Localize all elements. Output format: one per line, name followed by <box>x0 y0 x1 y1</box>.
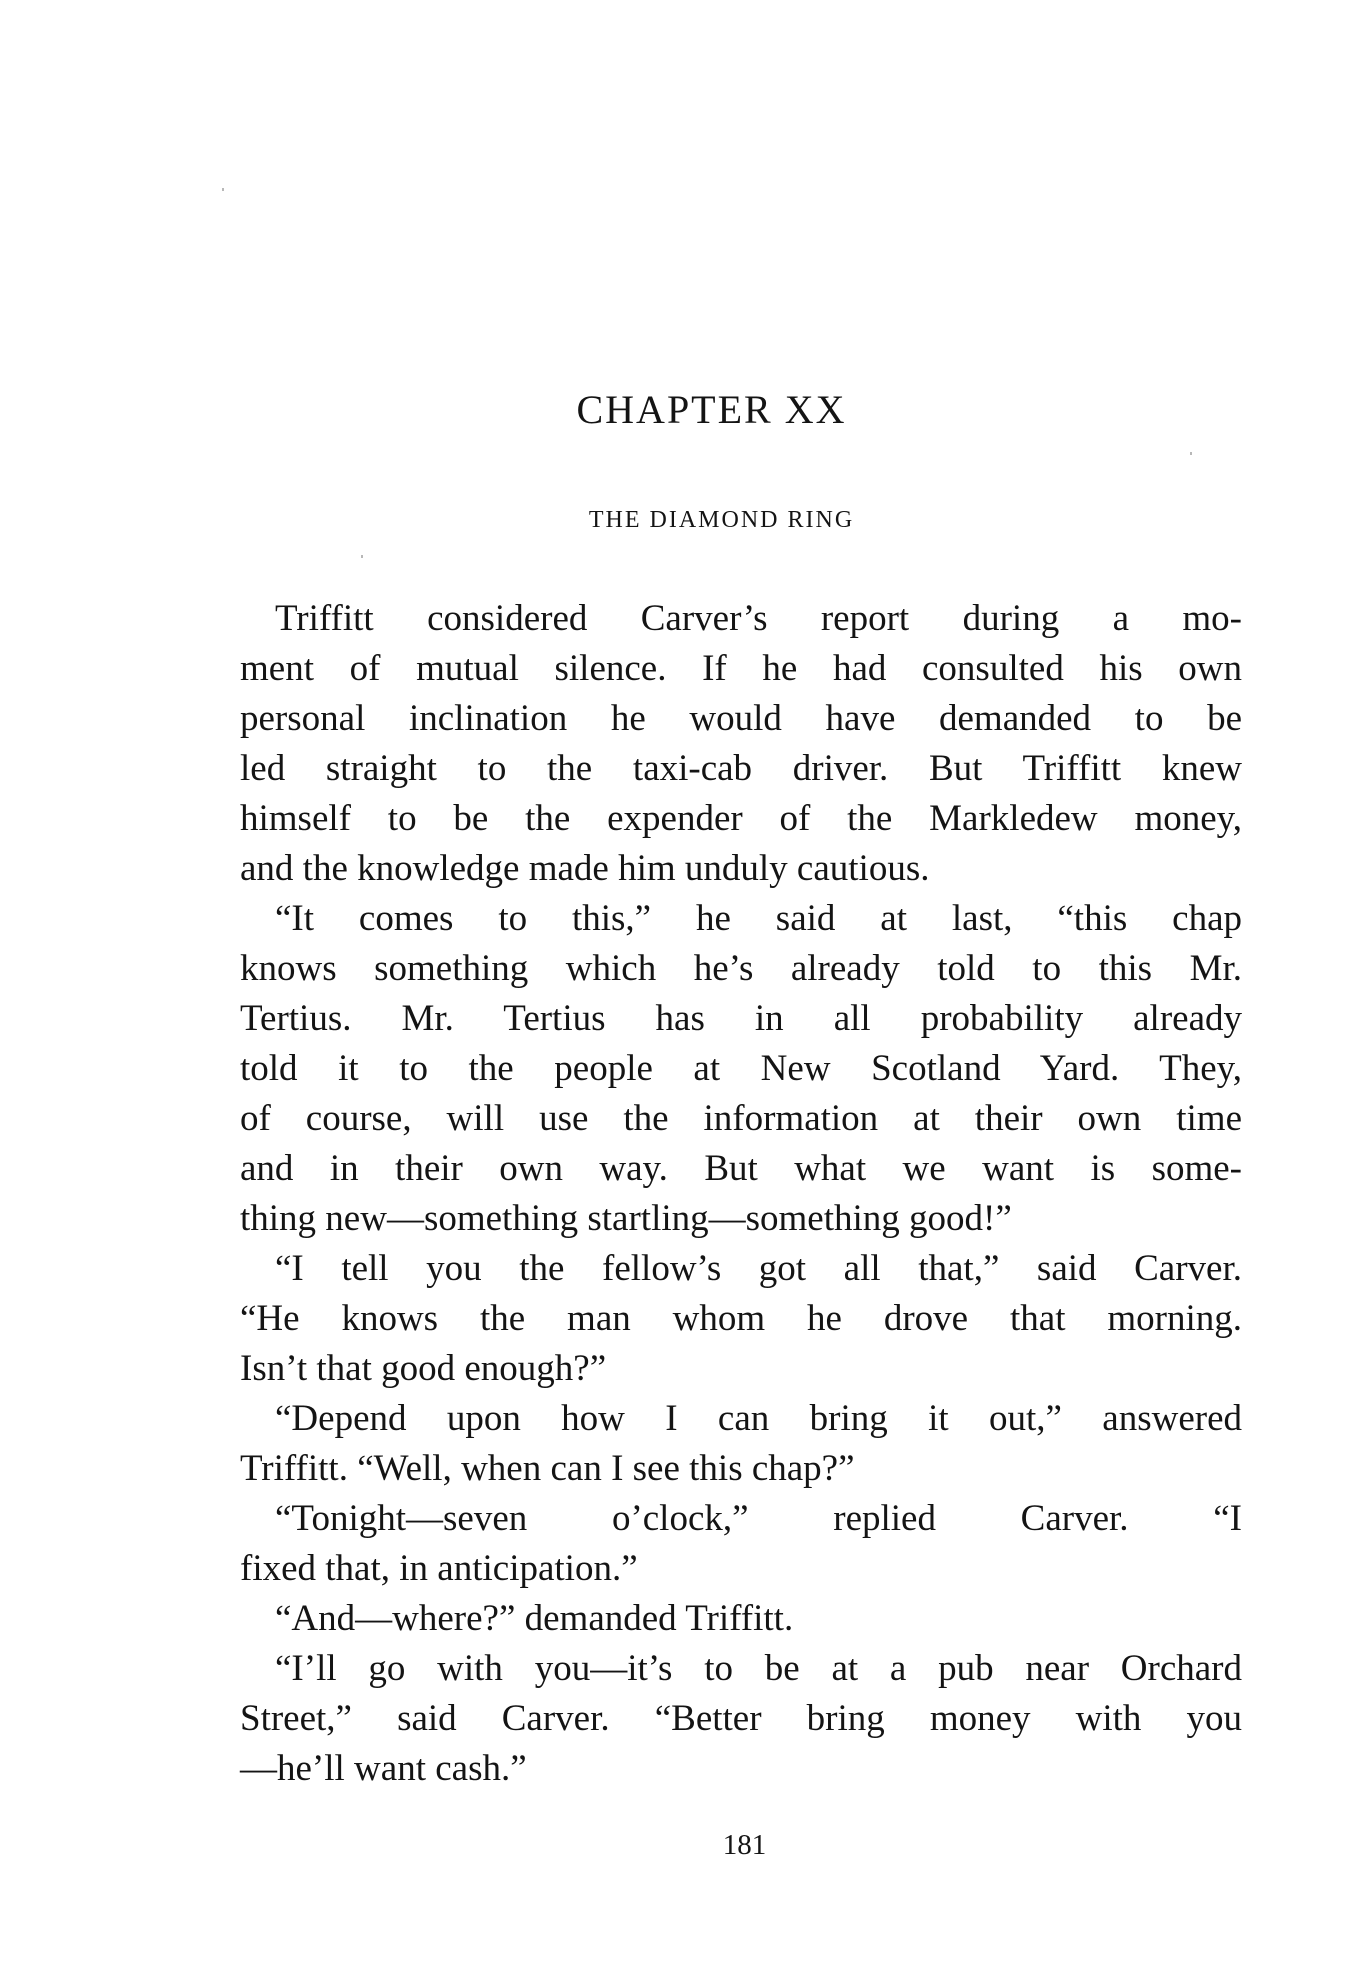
text-line: “I’ll go with you—it’s to be at a pub near Orchard <box>275 1648 1242 1689</box>
text-line: fixed that, in anticipation.” <box>240 1548 638 1589</box>
text-line: Isn’t that good enough?” <box>240 1348 607 1389</box>
text-line: “Tonight—seven o’clock,” replied Carver. “I <box>275 1498 1242 1539</box>
text-line: “I tell you the fellow’s got all that,” said Carver. <box>275 1248 1242 1289</box>
text-line: —he’ll want cash.” <box>240 1748 527 1789</box>
text-line: led straight to the taxi-cab driver. But Triffitt knew <box>240 748 1242 789</box>
scan-speck <box>222 188 224 191</box>
text-line: personal inclination he would have demanded to be <box>240 698 1242 739</box>
text-line: thing new—something startling—something good!” <box>240 1198 1012 1239</box>
text-line: and in their own way. But what we want is some- <box>240 1148 1242 1189</box>
text-line: Tertius. Mr. Tertius has in all probability already <box>240 998 1242 1039</box>
chapter-subtitle: THE DIAMOND RING <box>588 507 855 533</box>
text-line: Triffitt considered Carver’s report during a mo- <box>275 598 1242 639</box>
text-line: Triffitt. “Well, when can I see this chap?” <box>240 1448 855 1489</box>
text-line: “Depend upon how I can bring it out,” answered <box>275 1398 1242 1439</box>
body-text <box>240 594 1242 1794</box>
text-line: of course, will use the information at their own time <box>240 1098 1242 1139</box>
chapter-heading: CHAPTER XX <box>576 387 847 432</box>
page-number: 181 <box>722 1829 767 1861</box>
scan-speck <box>361 555 363 558</box>
text-line: ment of mutual silence. If he had consulted his own <box>240 648 1242 689</box>
text-line: “He knows the man whom he drove that morning. <box>240 1298 1242 1339</box>
text-line: knows something which he’s already told to this Mr. <box>240 948 1242 989</box>
text-line: Street,” said Carver. “Better bring money with you <box>240 1698 1242 1739</box>
text-line: told it to the people at New Scotland Yard. They, <box>240 1048 1242 1089</box>
text-line: himself to be the expender of the Markledew money, <box>240 798 1242 839</box>
text-line: “And—where?” demanded Triffitt. <box>275 1598 794 1639</box>
scan-speck <box>1190 452 1192 455</box>
text-line: and the knowledge made him unduly cautious. <box>240 848 930 889</box>
text-line: “It comes to this,” he said at last, “this chap <box>275 898 1242 939</box>
